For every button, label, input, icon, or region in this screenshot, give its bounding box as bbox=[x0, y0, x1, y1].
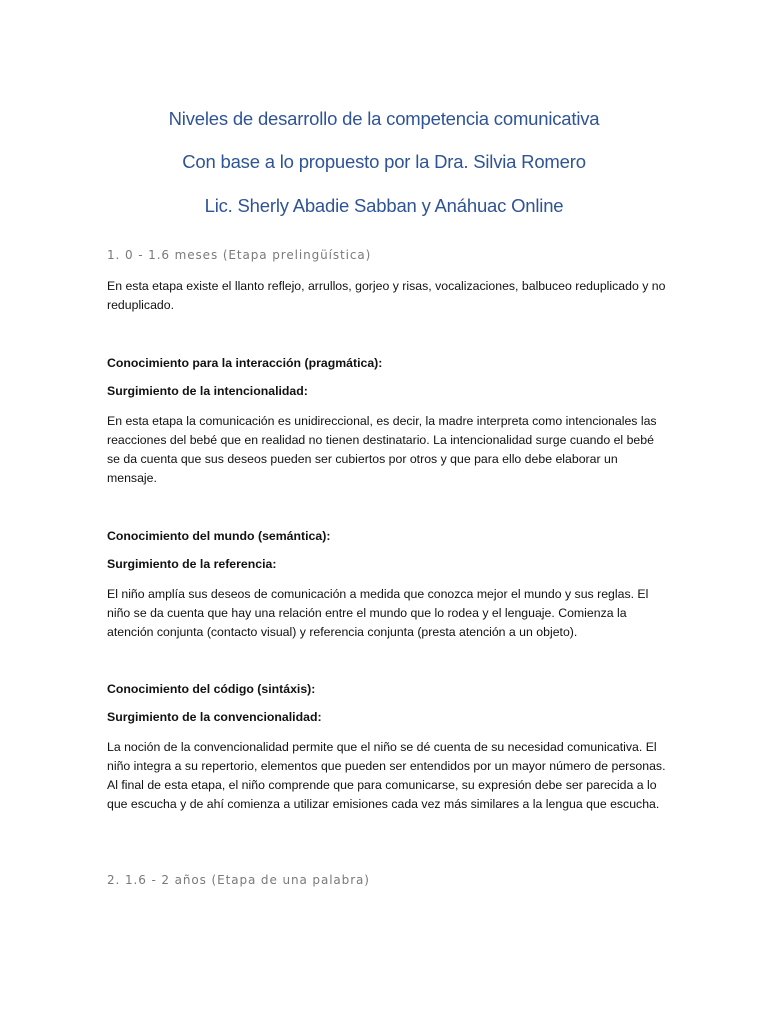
document-title: Niveles de desarrollo de la competencia comunicativa bbox=[168, 108, 600, 129]
convencionalidad-label: Surgimiento de la convencionalidad: bbox=[107, 710, 322, 724]
referencia-label: Surgimiento de la referencia: bbox=[107, 557, 277, 571]
pragmatica-paragraph: En esta etapa la comunicación es unidireccional, es decir, la madre interpreta como intencionales las reacciones del bebé que en realidad no tienen destinatario. La intencionalidad surge cuando el bebé se da cuenta que sus deseos pueden ser cubiertos por otros y que para ello debe elaborar un mensaje. bbox=[107, 414, 657, 485]
section-1-heading: 1. 0 - 1.6 meses (Etapa prelingüística) bbox=[107, 248, 372, 262]
section-2-heading: 2. 1.6 - 2 años (Etapa de una palabra) bbox=[107, 873, 370, 887]
sintaxis-paragraph: La noción de la convencionalidad permite que el niño se dé cuenta de su necesidad comunicativa. El niño integra a su repertorio, elementos que pueden ser entendidos por un mayor número de personas. Al final de esta etapa, el niño comprende que para comunicarse, su expresión debe ser parecida a lo que escucha y de ahí comienza a utilizar emisiones cada vez más similares a la lengua que escucha. bbox=[107, 740, 666, 811]
semantica-paragraph: El niño amplía sus deseos de comunicación a medida que conozca mejor el mundo y sus reglas. El niño se da cuenta que hay una relación entre el mundo que lo rodea y el lenguaje. Comienza la atención conjunta (contacto visual) y referencia conjunta (presta atención a un objeto). bbox=[107, 587, 649, 639]
intencionalidad-label: Surgimiento de la intencionalidad: bbox=[107, 384, 308, 398]
document-authors: Lic. Sherly Abadie Sabban y Anáhuac Online bbox=[204, 195, 564, 216]
sintaxis-label: Conocimiento del código (sintáxis): bbox=[107, 682, 316, 696]
document-subtitle: Con base a lo propuesto por la Dra. Silvia Romero bbox=[182, 151, 586, 172]
semantica-label: Conocimiento del mundo (semántica): bbox=[107, 529, 331, 543]
pragmatica-label: Conocimiento para la interacción (pragmática): bbox=[107, 356, 383, 370]
section-1-intro: En esta etapa existe el llanto reflejo, arrullos, gorjeo y risas, vocalizaciones, balbuceo reduplicado y no reduplicado. bbox=[107, 279, 666, 312]
